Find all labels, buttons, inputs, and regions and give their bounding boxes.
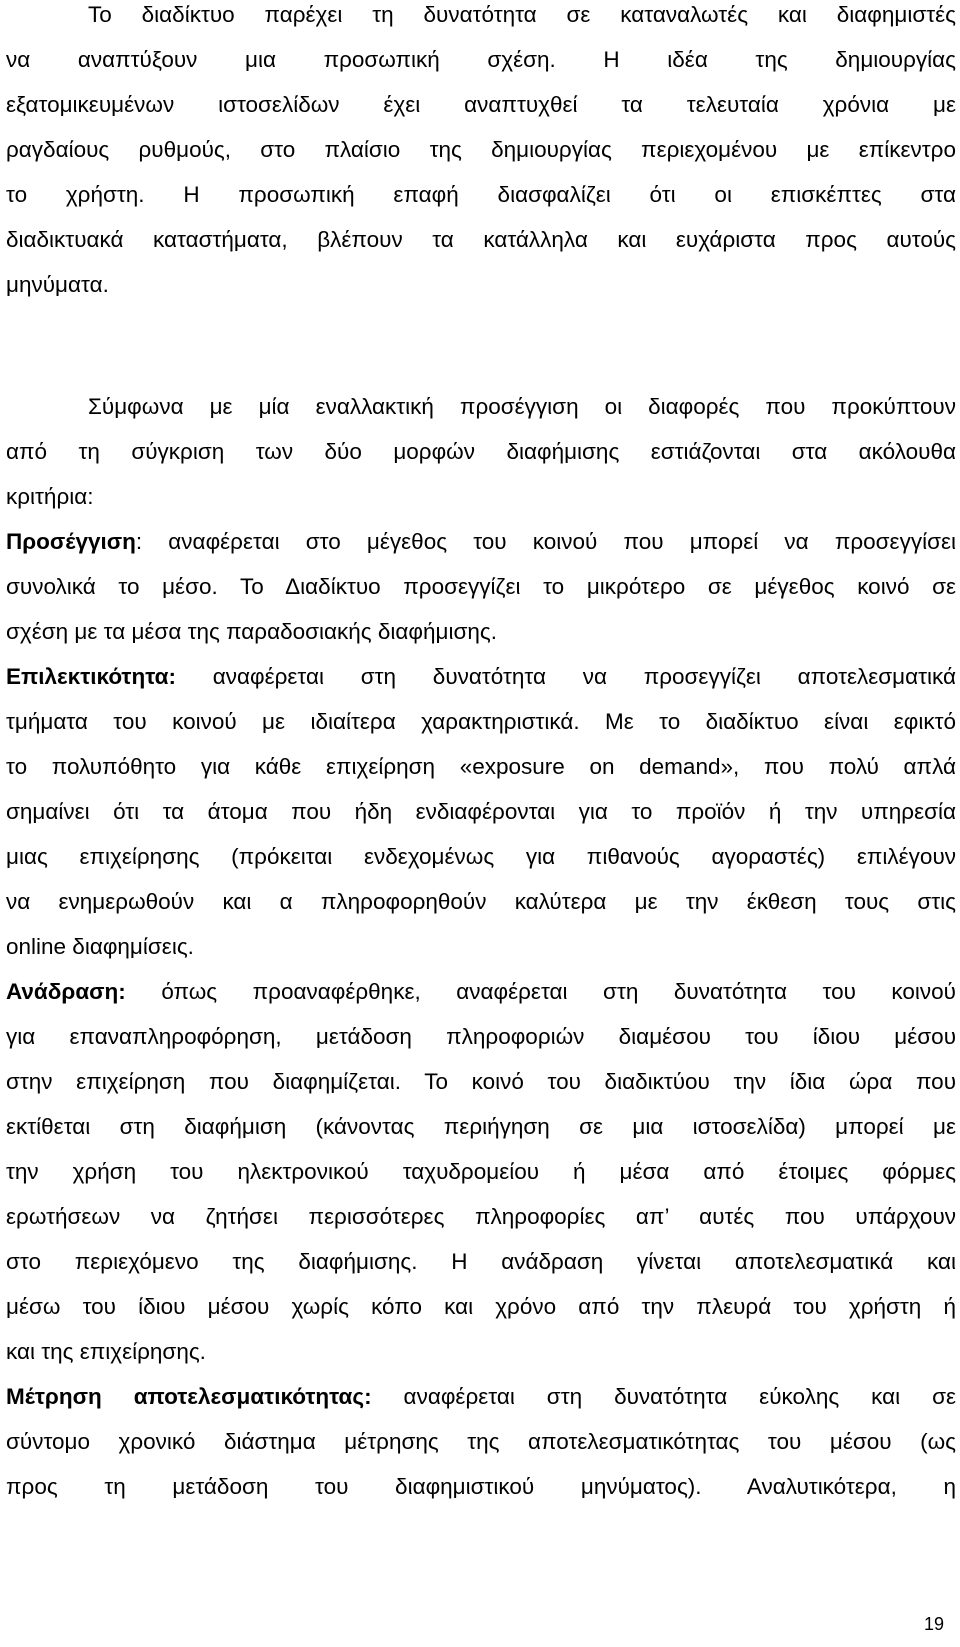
approach-line-2: συνολικά το μέσο. Το Διαδίκτυο προσεγγίζει το μικρότερο σε μέγεθος κοινό σε: [6, 574, 956, 599]
measurement-text: αναφέρεται στη δυνατότητα εύκολης και σε: [371, 1384, 956, 1409]
feedback-line-3: στην επιχείρηση που διαφημίζεται. Το κοινό του διαδικτύου την ίδια ώρα που: [6, 1069, 956, 1094]
approach-line-3: σχέση με τα μέσα της παραδοσιακής διαφήμισης.: [6, 619, 497, 644]
feedback-line-2: για επαναπληροφόρηση, μετάδοση πληροφοριών διαμέσου του ίδιου μέσου: [6, 1024, 956, 1049]
selectivity-line-6: να ενημερωθούν και α πληροφορηθούν καλύτερα με την έκθεση τους στις: [6, 889, 956, 914]
measurement-line-3: προς τη μετάδοση του διαφημιστικού μηνύματος). Αναλυτικότερα, η: [6, 1474, 956, 1499]
feedback-line-7: στο περιεχόμενο της διαφήμισης. Η ανάδραση γίνεται αποτελεσματικά και: [6, 1249, 956, 1274]
selectivity-line-3: το πολυπόθητο για κάθε επιχείρηση «exposure on demand», που πολύ απλά: [6, 754, 956, 779]
p1-line-3: εξατομικευμένων ιστοσελίδων έχει αναπτυχθεί τα τελευταία χρόνια με: [6, 92, 956, 117]
measurement-line-1: [6, 1382, 956, 1412]
p2-line-3: κριτήρια:: [6, 484, 94, 509]
selectivity-line-5: μιας επιχείρησης (πρόκειται ενδεχομένως για πιθανούς αγοραστές) επιλέγουν: [6, 844, 956, 869]
feedback-line-4: εκτίθεται στη διαφήμιση (κάνοντας περιήγηση σε μια ιστοσελίδα) μπορεί με: [6, 1114, 956, 1139]
measurement-line-2: σύντομο χρονικό διάστημα μέτρησης της αποτελεσματικότητας του μέσου (ως: [6, 1429, 956, 1454]
feedback-term: Ανάδραση:: [6, 979, 126, 1004]
selectivity-term: Επιλεκτικότητα:: [6, 664, 176, 689]
selectivity-text: αναφέρεται στη δυνατότητα να προσεγγίζει αποτελεσματικά: [175, 664, 956, 689]
p1-line-1: Το διαδίκτυο παρέχει τη δυνατότητα σε καταναλωτές και διαφημιστές: [88, 2, 956, 27]
page-number: 19: [923, 1614, 944, 1634]
p1-line-5: το χρήστη. Η προσωπική επαφή διασφαλίζει ότι οι επισκέπτες στα: [6, 182, 956, 207]
p1-line-6: διαδικτυακά καταστήματα, βλέπουν τα κατάλληλα και ευχάριστα προς αυτούς: [6, 227, 956, 252]
p2-line-1: Σύμφωνα με μία εναλλακτική προσέγγιση οι διαφορές που προκύπτουν: [88, 394, 956, 419]
feedback-line-9: και της επιχείρησης.: [6, 1339, 206, 1364]
feedback-line-5: την χρήση του ηλεκτρονικού ταχυδρομείου ή μέσα από έτοιμες φόρμες: [6, 1159, 956, 1184]
approach-term: Προσέγγιση: [6, 529, 136, 554]
p1-line-4: ραγδαίους ρυθμούς, στο πλαίσιο της δημιουργίας περιεχομένου με επίκεντρο: [6, 137, 956, 162]
selectivity-line-4: σημαίνει ότι τα άτομα που ήδη ενδιαφέρονται για το προϊόν ή την υπηρεσία: [6, 799, 956, 824]
p1-line-2: να αναπτύξουν μια προσωπική σχέση. Η ιδέα της δημιουργίας: [6, 47, 956, 72]
approach-line-1: [6, 527, 956, 557]
measurement-term: Μέτρηση αποτελεσματικότητας:: [6, 1384, 372, 1409]
feedback-line-8: μέσω του ίδιου μέσου χωρίς κόπο και χρόνο από την πλευρά του χρήστη ή: [6, 1294, 956, 1319]
p2-line-2: από τη σύγκριση των δύο μορφών διαφήμισης εστιάζονται στα ακόλουθα: [6, 439, 956, 464]
feedback-line-6: ερωτήσεων να ζητήσει περισσότερες πληροφορίες απ’ αυτές που υπάρχουν: [6, 1204, 956, 1229]
feedback-line-1: [6, 977, 956, 1007]
p1-line-7: μηνύματα.: [6, 272, 109, 297]
feedback-text: όπως προαναφέρθηκε, αναφέρεται στη δυνατότητα του κοινού: [125, 979, 956, 1004]
approach-text: : αναφέρεται στο μέγεθος του κοινού που μπορεί να προσεγγίσει: [135, 529, 956, 554]
selectivity-line-1: [6, 662, 956, 692]
selectivity-line-7: online διαφημίσεις.: [6, 934, 194, 959]
selectivity-line-2: τμήματα του κοινού με ιδιαίτερα χαρακτηριστικά. Με το διαδίκτυο είναι εφικτό: [6, 709, 956, 734]
